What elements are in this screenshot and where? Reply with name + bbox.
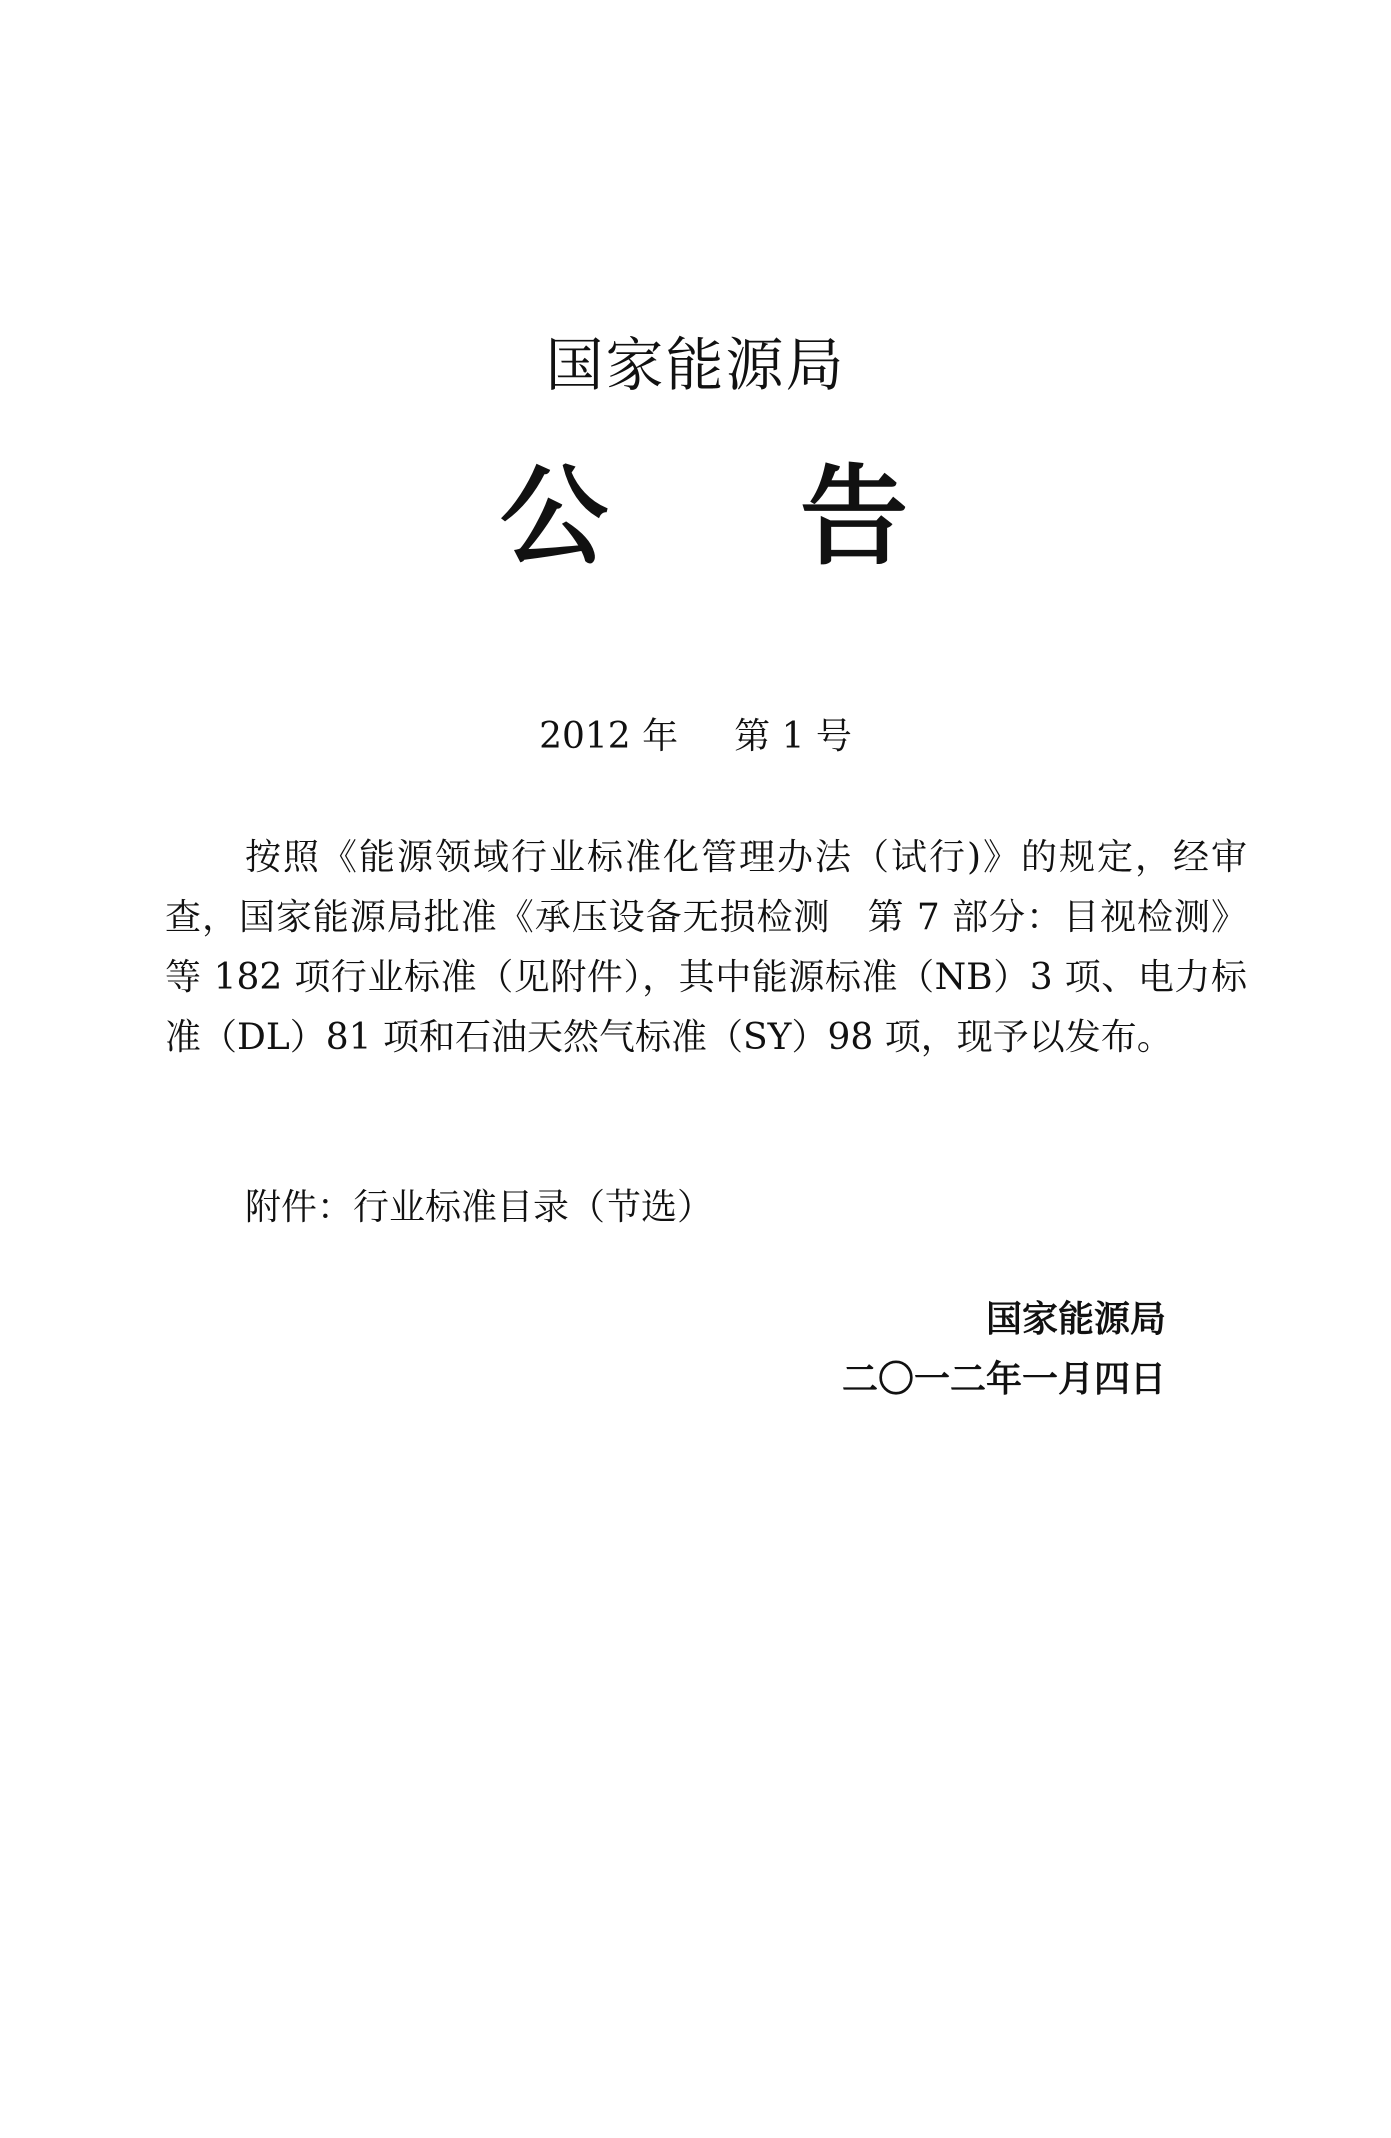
signature-date: 二〇一二年一月四日 bbox=[841, 1359, 1166, 1400]
document-type-char-2: 告 bbox=[800, 455, 909, 580]
document-number bbox=[0, 708, 1391, 759]
document-year: 2012 年 bbox=[539, 716, 679, 757]
issuing-organization-title: 国家能源局 bbox=[545, 331, 846, 399]
announcement-body: 按照《能源领域行业标准化管理办法（试行)》的规定，经审查，国家能源局批准《承压设备无损检测 第 7 部分：目视检测》等 182 项行业标准（见附件），其中能源标准（NB）3 项、电力标准（DL）81 项和石油天然气标准（SY）98 项，现予以发布。 bbox=[165, 837, 1247, 1058]
document-type-heading bbox=[0, 455, 1391, 580]
document-serial: 第 1 号 bbox=[734, 716, 852, 757]
document-type-char-1: 公 bbox=[500, 455, 609, 580]
signature-organization: 国家能源局 bbox=[985, 1299, 1166, 1340]
attachment-line: 附件：行业标准目录（节选） bbox=[245, 1187, 714, 1228]
signature-block bbox=[842, 1290, 1166, 1410]
